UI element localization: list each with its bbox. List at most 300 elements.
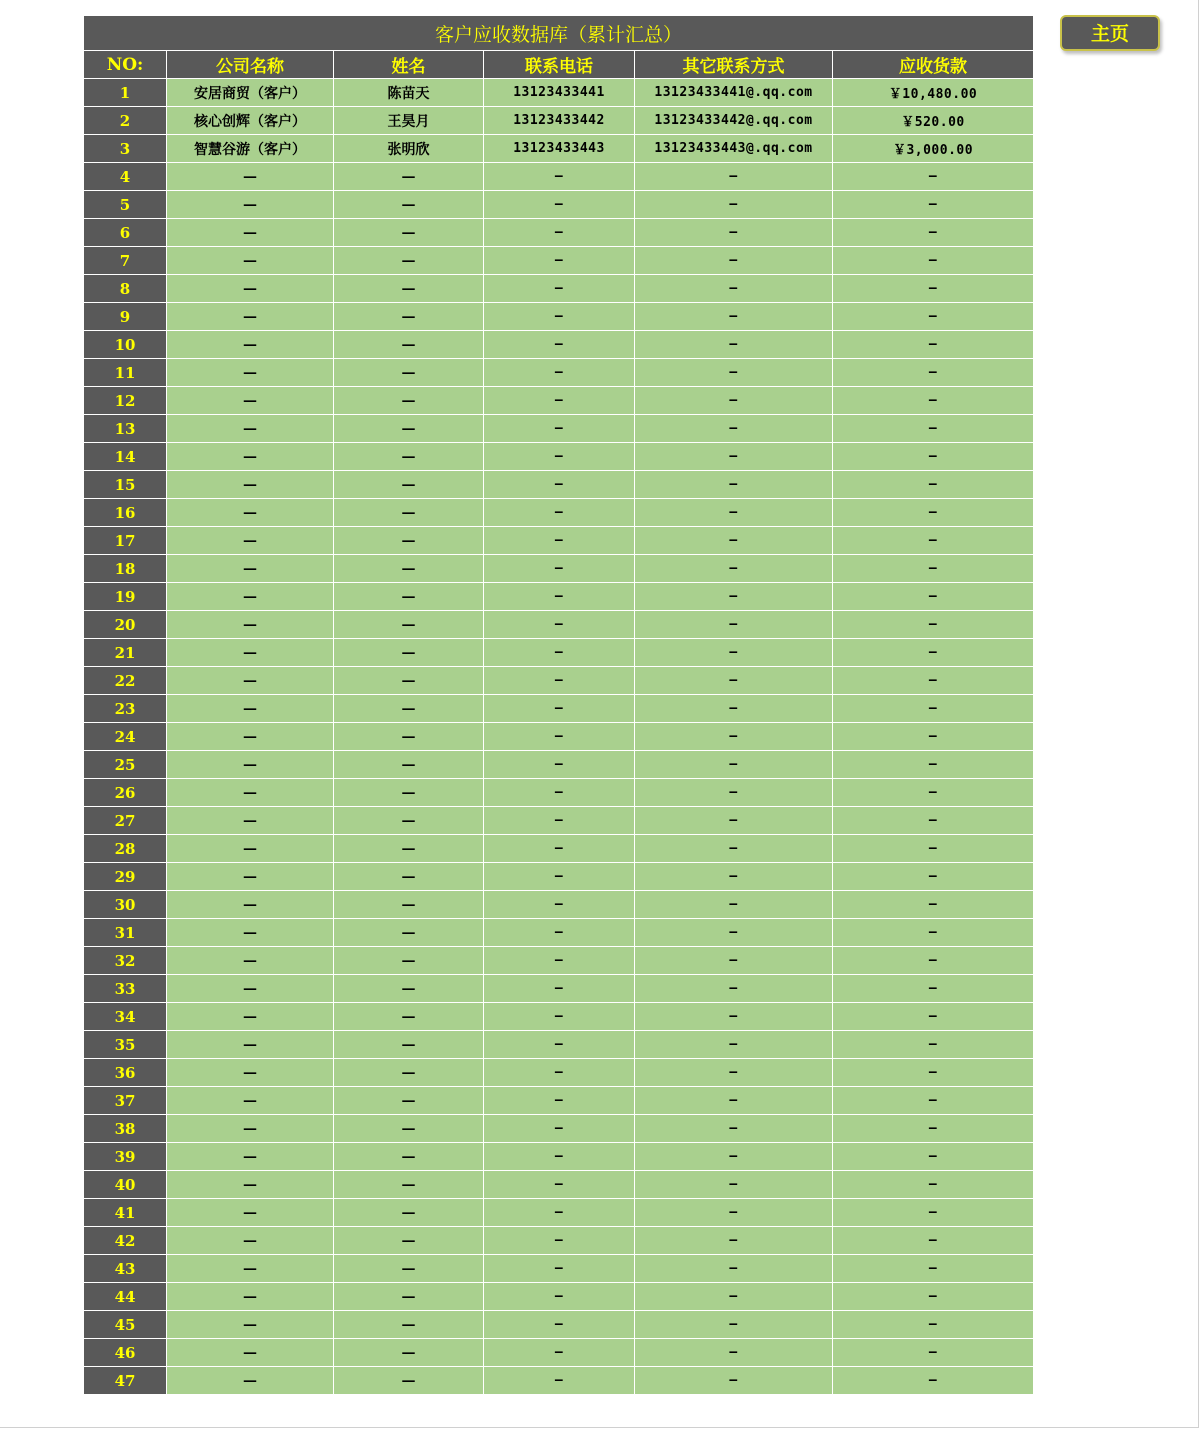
cell-other-contact[interactable]: — — [635, 1227, 833, 1255]
cell-company[interactable]: 智慧谷游（客户） — [167, 135, 334, 163]
cell-phone[interactable]: — — [484, 275, 635, 303]
cell-phone[interactable]: — — [484, 331, 635, 359]
row-number[interactable]: 39 — [84, 1143, 167, 1171]
row-number[interactable]: 27 — [84, 807, 167, 835]
cell-phone[interactable]: — — [484, 975, 635, 1003]
cell-other-contact[interactable]: — — [635, 975, 833, 1003]
cell-amount[interactable]: — — [833, 891, 1034, 919]
cell-company[interactable]: — — [167, 555, 334, 583]
row-number[interactable]: 13 — [84, 415, 167, 443]
row-number[interactable]: 10 — [84, 331, 167, 359]
cell-name[interactable]: — — [334, 975, 484, 1003]
cell-other-contact[interactable]: — — [635, 387, 833, 415]
cell-company[interactable]: — — [167, 807, 334, 835]
row-number[interactable]: 4 — [84, 163, 167, 191]
cell-amount[interactable]: — — [833, 1087, 1034, 1115]
cell-name[interactable]: — — [334, 471, 484, 499]
cell-company[interactable]: — — [167, 219, 334, 247]
row-number[interactable]: 33 — [84, 975, 167, 1003]
cell-phone[interactable]: — — [484, 359, 635, 387]
row-number[interactable]: 20 — [84, 611, 167, 639]
cell-company[interactable]: — — [167, 891, 334, 919]
cell-phone[interactable]: — — [484, 499, 635, 527]
cell-phone[interactable]: — — [484, 387, 635, 415]
cell-other-contact[interactable]: — — [635, 1087, 833, 1115]
cell-amount[interactable]: — — [833, 975, 1034, 1003]
row-number[interactable]: 21 — [84, 639, 167, 667]
cell-phone[interactable]: — — [484, 947, 635, 975]
cell-other-contact[interactable]: — — [635, 919, 833, 947]
cell-company[interactable]: — — [167, 1059, 334, 1087]
cell-phone[interactable]: — — [484, 723, 635, 751]
cell-company[interactable]: — — [167, 1367, 334, 1395]
cell-other-contact[interactable]: — — [635, 947, 833, 975]
cell-company[interactable]: — — [167, 779, 334, 807]
cell-phone[interactable]: — — [484, 1227, 635, 1255]
cell-phone[interactable]: — — [484, 751, 635, 779]
cell-other-contact[interactable]: — — [635, 555, 833, 583]
cell-name[interactable]: — — [334, 583, 484, 611]
row-number[interactable]: 38 — [84, 1115, 167, 1143]
cell-phone[interactable]: — — [484, 527, 635, 555]
cell-amount[interactable]: — — [833, 443, 1034, 471]
row-number[interactable]: 16 — [84, 499, 167, 527]
cell-amount[interactable]: — — [833, 499, 1034, 527]
row-number[interactable]: 5 — [84, 191, 167, 219]
header-company[interactable]: 公司名称 — [167, 51, 334, 79]
cell-company[interactable]: — — [167, 1199, 334, 1227]
cell-other-contact[interactable]: — — [635, 639, 833, 667]
cell-other-contact[interactable]: — — [635, 359, 833, 387]
cell-other-contact[interactable]: — — [635, 1339, 833, 1367]
cell-company[interactable]: — — [167, 1115, 334, 1143]
cell-name[interactable]: — — [334, 863, 484, 891]
cell-company[interactable]: — — [167, 527, 334, 555]
cell-name[interactable]: — — [334, 247, 484, 275]
cell-phone[interactable]: — — [484, 1367, 635, 1395]
cell-name[interactable]: — — [334, 1367, 484, 1395]
row-number[interactable]: 41 — [84, 1199, 167, 1227]
cell-name[interactable]: — — [334, 1199, 484, 1227]
cell-name[interactable]: — — [334, 163, 484, 191]
row-number[interactable]: 11 — [84, 359, 167, 387]
cell-amount[interactable]: — — [833, 779, 1034, 807]
row-number[interactable]: 42 — [84, 1227, 167, 1255]
row-number[interactable]: 31 — [84, 919, 167, 947]
cell-amount[interactable]: — — [833, 1059, 1034, 1087]
cell-phone[interactable]: — — [484, 1171, 635, 1199]
cell-company[interactable]: — — [167, 947, 334, 975]
cell-amount[interactable]: — — [833, 1311, 1034, 1339]
cell-amount[interactable]: — — [833, 163, 1034, 191]
cell-other-contact[interactable]: — — [635, 471, 833, 499]
cell-phone[interactable]: — — [484, 891, 635, 919]
cell-company[interactable]: — — [167, 1171, 334, 1199]
cell-phone[interactable]: — — [484, 471, 635, 499]
cell-name[interactable]: — — [334, 1171, 484, 1199]
cell-name[interactable]: 陈苗天 — [334, 79, 484, 107]
cell-other-contact[interactable]: — — [635, 1255, 833, 1283]
row-number[interactable]: 24 — [84, 723, 167, 751]
row-number[interactable]: 45 — [84, 1311, 167, 1339]
cell-name[interactable]: — — [334, 639, 484, 667]
cell-name[interactable]: — — [334, 1143, 484, 1171]
cell-name[interactable]: — — [334, 807, 484, 835]
cell-other-contact[interactable]: — — [635, 611, 833, 639]
row-number[interactable]: 1 — [84, 79, 167, 107]
cell-company[interactable]: — — [167, 835, 334, 863]
cell-amount[interactable]: — — [833, 219, 1034, 247]
cell-name[interactable]: — — [334, 695, 484, 723]
cell-name[interactable]: — — [334, 191, 484, 219]
cell-amount[interactable]: — — [833, 331, 1034, 359]
cell-other-contact[interactable]: — — [635, 891, 833, 919]
cell-name[interactable]: — — [334, 1115, 484, 1143]
cell-name[interactable]: 王昊月 — [334, 107, 484, 135]
cell-company[interactable]: — — [167, 499, 334, 527]
row-number[interactable]: 15 — [84, 471, 167, 499]
cell-phone[interactable]: — — [484, 1339, 635, 1367]
cell-company[interactable]: — — [167, 275, 334, 303]
cell-company[interactable]: — — [167, 583, 334, 611]
cell-phone[interactable]: — — [484, 639, 635, 667]
cell-name[interactable]: — — [334, 947, 484, 975]
table-row — [84, 219, 1034, 247]
row-number[interactable]: 32 — [84, 947, 167, 975]
cell-amount[interactable]: — — [833, 667, 1034, 695]
cell-amount[interactable]: — — [833, 1339, 1034, 1367]
cell-company[interactable]: — — [167, 667, 334, 695]
table-row — [84, 359, 1034, 387]
cell-other-contact[interactable]: — — [635, 1003, 833, 1031]
cell-phone[interactable]: — — [484, 1031, 635, 1059]
cell-company[interactable]: — — [167, 919, 334, 947]
row-number[interactable]: 47 — [84, 1367, 167, 1395]
cell-phone[interactable]: — — [484, 1115, 635, 1143]
cell-amount[interactable]: — — [833, 947, 1034, 975]
row-number[interactable]: 14 — [84, 443, 167, 471]
row-number[interactable]: 26 — [84, 779, 167, 807]
cell-phone[interactable]: — — [484, 807, 635, 835]
receivables-table — [83, 15, 1034, 1395]
table-row — [84, 1087, 1034, 1115]
cell-other-contact[interactable]: — — [635, 1171, 833, 1199]
cell-other-contact[interactable]: — — [635, 1311, 833, 1339]
cell-name[interactable]: — — [334, 1031, 484, 1059]
cell-phone[interactable]: — — [484, 779, 635, 807]
row-number[interactable]: 46 — [84, 1339, 167, 1367]
cell-name[interactable]: — — [334, 555, 484, 583]
cell-other-contact[interactable]: — — [635, 219, 833, 247]
cell-company[interactable]: — — [167, 471, 334, 499]
cell-amount[interactable]: — — [833, 611, 1034, 639]
cell-amount[interactable]: — — [833, 415, 1034, 443]
header-amount[interactable]: 应收货款 — [833, 51, 1034, 79]
row-number[interactable]: 9 — [84, 303, 167, 331]
row-number[interactable]: 19 — [84, 583, 167, 611]
cell-company[interactable]: — — [167, 1283, 334, 1311]
cell-name[interactable]: — — [334, 1283, 484, 1311]
cell-amount[interactable]: — — [833, 1283, 1034, 1311]
cell-amount[interactable]: — — [833, 275, 1034, 303]
cell-name[interactable]: — — [334, 499, 484, 527]
cell-phone[interactable]: — — [484, 191, 635, 219]
cell-phone[interactable]: — — [484, 1311, 635, 1339]
cell-amount[interactable]: — — [833, 303, 1034, 331]
cell-name[interactable]: — — [334, 779, 484, 807]
cell-other-contact[interactable]: — — [635, 835, 833, 863]
cell-name[interactable]: — — [334, 331, 484, 359]
header-other-contact[interactable]: 其它联系方式 — [635, 51, 833, 79]
cell-company[interactable]: — — [167, 751, 334, 779]
cell-name[interactable]: — — [334, 443, 484, 471]
cell-phone[interactable]: 13123433443 — [484, 135, 635, 163]
cell-company[interactable]: — — [167, 611, 334, 639]
table-row — [84, 135, 1034, 163]
cell-name[interactable]: — — [334, 1059, 484, 1087]
cell-phone[interactable]: 13123433442 — [484, 107, 635, 135]
cell-phone[interactable]: — — [484, 1283, 635, 1311]
cell-amount[interactable]: — — [833, 527, 1034, 555]
cell-amount[interactable]: — — [833, 1115, 1034, 1143]
cell-company[interactable]: — — [167, 1311, 334, 1339]
cell-amount[interactable]: — — [833, 751, 1034, 779]
cell-phone[interactable]: — — [484, 863, 635, 891]
cell-name[interactable]: — — [334, 835, 484, 863]
cell-company[interactable]: — — [167, 1031, 334, 1059]
row-number[interactable]: 2 — [84, 107, 167, 135]
cell-phone[interactable]: — — [484, 1087, 635, 1115]
cell-phone[interactable]: — — [484, 303, 635, 331]
cell-amount[interactable]: — — [833, 471, 1034, 499]
cell-other-contact[interactable]: — — [635, 695, 833, 723]
cell-phone[interactable]: — — [484, 1199, 635, 1227]
cell-other-contact[interactable]: — — [635, 1031, 833, 1059]
cell-amount[interactable]: — — [833, 1199, 1034, 1227]
row-number[interactable]: 35 — [84, 1031, 167, 1059]
cell-name[interactable]: — — [334, 1311, 484, 1339]
cell-other-contact[interactable]: — — [635, 583, 833, 611]
home-button[interactable]: 主页 — [1060, 15, 1160, 51]
row-number[interactable]: 23 — [84, 695, 167, 723]
cell-other-contact[interactable]: — — [635, 779, 833, 807]
cell-other-contact[interactable]: — — [635, 1059, 833, 1087]
cell-phone[interactable]: — — [484, 583, 635, 611]
table-row — [84, 779, 1034, 807]
cell-name[interactable]: — — [334, 891, 484, 919]
cell-company[interactable]: — — [167, 163, 334, 191]
cell-company[interactable]: 安居商贸（客户） — [167, 79, 334, 107]
cell-company[interactable]: 核心创辉（客户） — [167, 107, 334, 135]
cell-other-contact[interactable]: — — [635, 415, 833, 443]
cell-amount[interactable]: ￥10,480.00 — [833, 79, 1034, 107]
row-number[interactable]: 43 — [84, 1255, 167, 1283]
cell-company[interactable]: — — [167, 723, 334, 751]
cell-amount[interactable]: ￥3,000.00 — [833, 135, 1034, 163]
cell-company[interactable]: — — [167, 1087, 334, 1115]
table-row — [84, 1199, 1034, 1227]
cell-company[interactable]: — — [167, 387, 334, 415]
cell-company[interactable]: — — [167, 975, 334, 1003]
cell-name[interactable]: — — [334, 415, 484, 443]
cell-name[interactable]: — — [334, 1087, 484, 1115]
cell-phone[interactable]: — — [484, 611, 635, 639]
cell-company[interactable]: — — [167, 331, 334, 359]
cell-amount[interactable]: — — [833, 919, 1034, 947]
row-number[interactable]: 36 — [84, 1059, 167, 1087]
cell-other-contact[interactable]: — — [635, 667, 833, 695]
cell-name[interactable]: — — [334, 667, 484, 695]
cell-amount[interactable]: — — [833, 863, 1034, 891]
cell-company[interactable]: — — [167, 303, 334, 331]
cell-amount[interactable]: — — [833, 1031, 1034, 1059]
cell-amount[interactable]: — — [833, 387, 1034, 415]
header-phone[interactable]: 联系电话 — [484, 51, 635, 79]
cell-amount[interactable]: — — [833, 835, 1034, 863]
cell-name[interactable]: — — [334, 1255, 484, 1283]
row-number[interactable]: 17 — [84, 527, 167, 555]
cell-amount[interactable]: — — [833, 359, 1034, 387]
cell-name[interactable]: 张明欣 — [334, 135, 484, 163]
cell-other-contact[interactable]: — — [635, 863, 833, 891]
cell-phone[interactable]: — — [484, 667, 635, 695]
table-row — [84, 163, 1034, 191]
cell-phone[interactable]: — — [484, 247, 635, 275]
row-number[interactable]: 44 — [84, 1283, 167, 1311]
cell-company[interactable]: — — [167, 415, 334, 443]
cell-phone[interactable]: — — [484, 1003, 635, 1031]
cell-amount[interactable]: — — [833, 247, 1034, 275]
cell-amount[interactable]: — — [833, 695, 1034, 723]
cell-company[interactable]: — — [167, 863, 334, 891]
row-number[interactable]: 34 — [84, 1003, 167, 1031]
cell-phone[interactable]: — — [484, 163, 635, 191]
cell-amount[interactable]: — — [833, 1227, 1034, 1255]
cell-phone[interactable]: — — [484, 919, 635, 947]
cell-amount[interactable]: — — [833, 1367, 1034, 1395]
cell-phone[interactable]: — — [484, 443, 635, 471]
cell-name[interactable]: — — [334, 275, 484, 303]
cell-other-contact[interactable]: 13123433441@.qq.com — [635, 79, 833, 107]
cell-other-contact[interactable]: — — [635, 163, 833, 191]
cell-name[interactable]: — — [334, 527, 484, 555]
cell-phone[interactable]: 13123433441 — [484, 79, 635, 107]
cell-other-contact[interactable]: — — [635, 443, 833, 471]
cell-other-contact[interactable]: — — [635, 191, 833, 219]
cell-amount[interactable]: — — [833, 191, 1034, 219]
cell-other-contact[interactable]: — — [635, 807, 833, 835]
cell-other-contact[interactable]: — — [635, 751, 833, 779]
cell-name[interactable]: — — [334, 219, 484, 247]
row-number[interactable]: 8 — [84, 275, 167, 303]
cell-name[interactable]: — — [334, 387, 484, 415]
cell-name[interactable]: — — [334, 723, 484, 751]
cell-company[interactable]: — — [167, 639, 334, 667]
cell-other-contact[interactable]: — — [635, 1283, 833, 1311]
cell-other-contact[interactable]: 13123433443@.qq.com — [635, 135, 833, 163]
cell-phone[interactable]: — — [484, 219, 635, 247]
cell-name[interactable]: — — [334, 303, 484, 331]
cell-other-contact[interactable]: — — [635, 723, 833, 751]
cell-name[interactable]: — — [334, 751, 484, 779]
row-number[interactable]: 22 — [84, 667, 167, 695]
cell-company[interactable]: — — [167, 359, 334, 387]
cell-other-contact[interactable]: — — [635, 247, 833, 275]
cell-name[interactable]: — — [334, 1227, 484, 1255]
row-number[interactable]: 18 — [84, 555, 167, 583]
row-number[interactable]: 25 — [84, 751, 167, 779]
cell-amount[interactable]: — — [833, 583, 1034, 611]
table-row — [84, 387, 1034, 415]
cell-amount[interactable]: — — [833, 1171, 1034, 1199]
cell-name[interactable]: — — [334, 611, 484, 639]
cell-company[interactable]: — — [167, 695, 334, 723]
row-number[interactable]: 6 — [84, 219, 167, 247]
cell-other-contact[interactable]: — — [635, 275, 833, 303]
row-number[interactable]: 30 — [84, 891, 167, 919]
row-number[interactable]: 29 — [84, 863, 167, 891]
cell-company[interactable]: — — [167, 1339, 334, 1367]
cell-other-contact[interactable]: — — [635, 527, 833, 555]
cell-phone[interactable]: — — [484, 1059, 635, 1087]
row-number[interactable]: 28 — [84, 835, 167, 863]
cell-company[interactable]: — — [167, 191, 334, 219]
table-row — [84, 695, 1034, 723]
cell-company[interactable]: — — [167, 1255, 334, 1283]
cell-other-contact[interactable]: — — [635, 1115, 833, 1143]
cell-amount[interactable]: ￥520.00 — [833, 107, 1034, 135]
cell-phone[interactable]: — — [484, 1255, 635, 1283]
cell-amount[interactable]: — — [833, 555, 1034, 583]
cell-name[interactable]: — — [334, 359, 484, 387]
cell-other-contact[interactable]: — — [635, 1199, 833, 1227]
cell-name[interactable]: — — [334, 1339, 484, 1367]
cell-amount[interactable]: — — [833, 639, 1034, 667]
cell-phone[interactable]: — — [484, 835, 635, 863]
cell-phone[interactable]: — — [484, 695, 635, 723]
cell-company[interactable]: — — [167, 1227, 334, 1255]
cell-other-contact[interactable]: — — [635, 499, 833, 527]
cell-other-contact[interactable]: 13123433442@.qq.com — [635, 107, 833, 135]
row-number[interactable]: 7 — [84, 247, 167, 275]
cell-other-contact[interactable]: — — [635, 1143, 833, 1171]
table-row — [84, 471, 1034, 499]
cell-phone[interactable]: — — [484, 415, 635, 443]
cell-company[interactable]: — — [167, 443, 334, 471]
cell-company[interactable]: — — [167, 1003, 334, 1031]
cell-name[interactable]: — — [334, 919, 484, 947]
cell-other-contact[interactable]: — — [635, 1367, 833, 1395]
cell-company[interactable]: — — [167, 1143, 334, 1171]
row-number[interactable]: 3 — [84, 135, 167, 163]
row-number[interactable]: 12 — [84, 387, 167, 415]
cell-amount[interactable]: — — [833, 1143, 1034, 1171]
cell-company[interactable]: — — [167, 247, 334, 275]
header-name[interactable]: 姓名 — [334, 51, 484, 79]
header-no[interactable]: NO: — [84, 51, 167, 79]
cell-other-contact[interactable]: — — [635, 331, 833, 359]
cell-amount[interactable]: — — [833, 1255, 1034, 1283]
row-number[interactable]: 37 — [84, 1087, 167, 1115]
row-number[interactable]: 40 — [84, 1171, 167, 1199]
cell-amount[interactable]: — — [833, 723, 1034, 751]
cell-other-contact[interactable]: — — [635, 303, 833, 331]
cell-amount[interactable]: — — [833, 1003, 1034, 1031]
cell-phone[interactable]: — — [484, 1143, 635, 1171]
cell-name[interactable]: — — [334, 1003, 484, 1031]
cell-amount[interactable]: — — [833, 807, 1034, 835]
cell-phone[interactable]: — — [484, 555, 635, 583]
